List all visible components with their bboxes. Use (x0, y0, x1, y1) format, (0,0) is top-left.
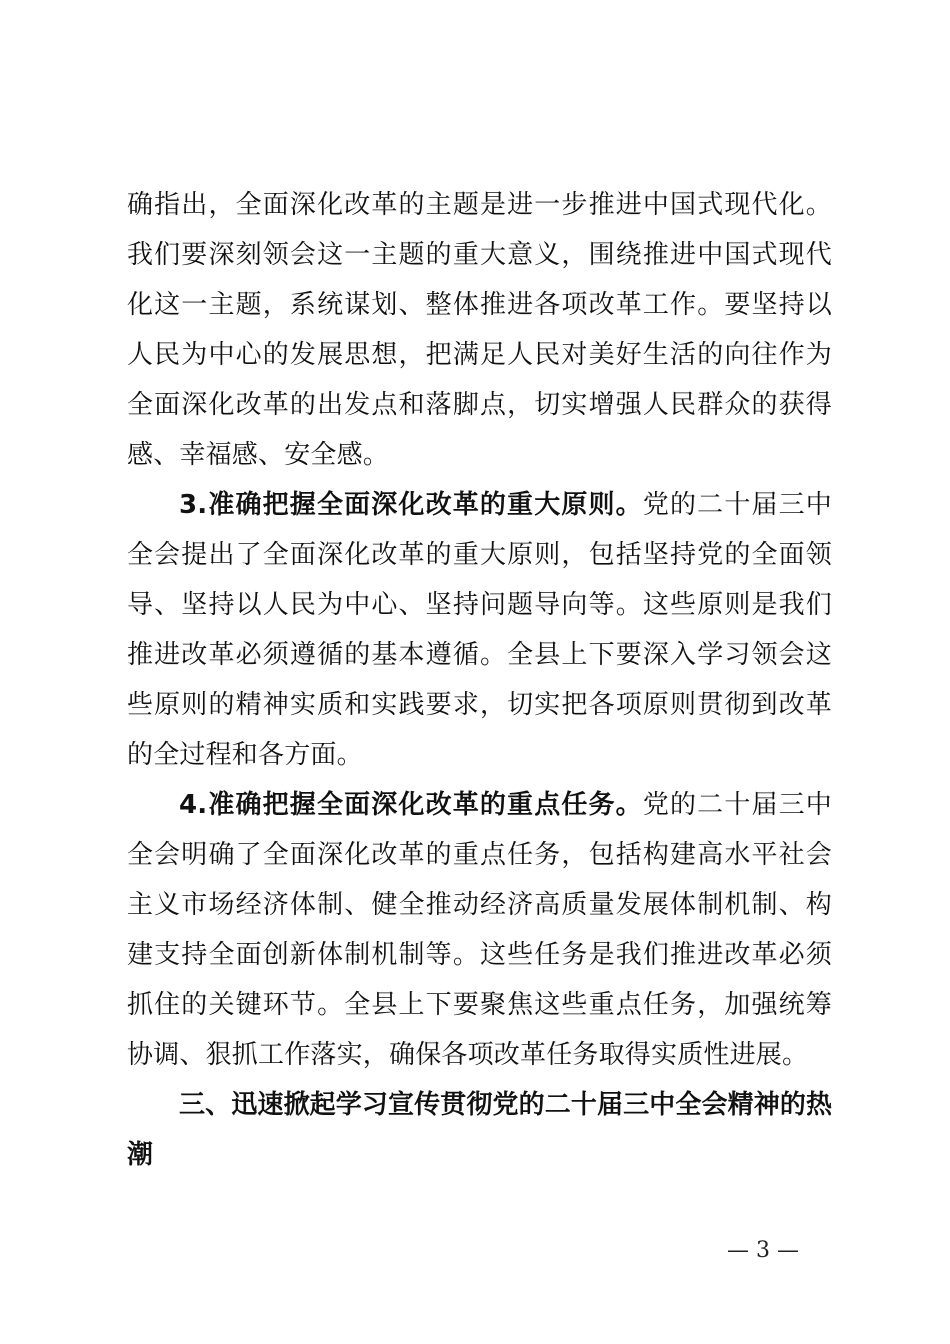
paragraph-key-tasks (127, 780, 832, 1080)
document-body (127, 180, 832, 1180)
paragraph-text: 党的二十届三中全会明确了全面深化改革的重点任务，包括构建高水平社会主义市场经济体制、健全推动经济高质量发展体制机制、构建支持全面创新体制机制等。这些任务是我们推进改革必须抓住的关键环节。全县上下要聚焦这些重点任务，加强统筹协调、狠抓工作落实，确保各项改革任务取得实质性进展。 (127, 790, 832, 1070)
paragraph-text: 党的二十届三中全会提出了全面深化改革的重大原则，包括坚持党的全面领导、坚持以人民为中心、坚持问题导向等。这些原则是我们推进改革必须遵循的基本遵循。全县上下要深入学习领会这些原则的精神实质和实践要求，切实把各项原则贯彻到改革的全过程和各方面。 (127, 490, 832, 770)
page-number: — 3 — (727, 1238, 799, 1263)
paragraph-lead-principles: 3.准确把握全面深化改革的重大原则。 (179, 490, 643, 520)
paragraph-text: 确指出，全面深化改革的主题是进一步推进中国式现代化。我们要深刻领会这一主题的重大意义，围绕推进中国式现代化这一主题，系统谋划、整体推进各项改革工作。要坚持以人民为中心的发展思想，把满足人民对美好生活的向往作为全面深化改革的出发点和落脚点，切实增强人民群众的获得感、幸福感、安全感。 (127, 190, 832, 470)
paragraph-principles (127, 480, 832, 780)
section-heading: 三、迅速掀起学习宣传贯彻党的二十届三中全会精神的热潮 (127, 1090, 832, 1170)
paragraph-lead-key-tasks: 4.准确把握全面深化改革的重点任务。 (179, 790, 643, 820)
paragraph-continuation (127, 180, 832, 480)
